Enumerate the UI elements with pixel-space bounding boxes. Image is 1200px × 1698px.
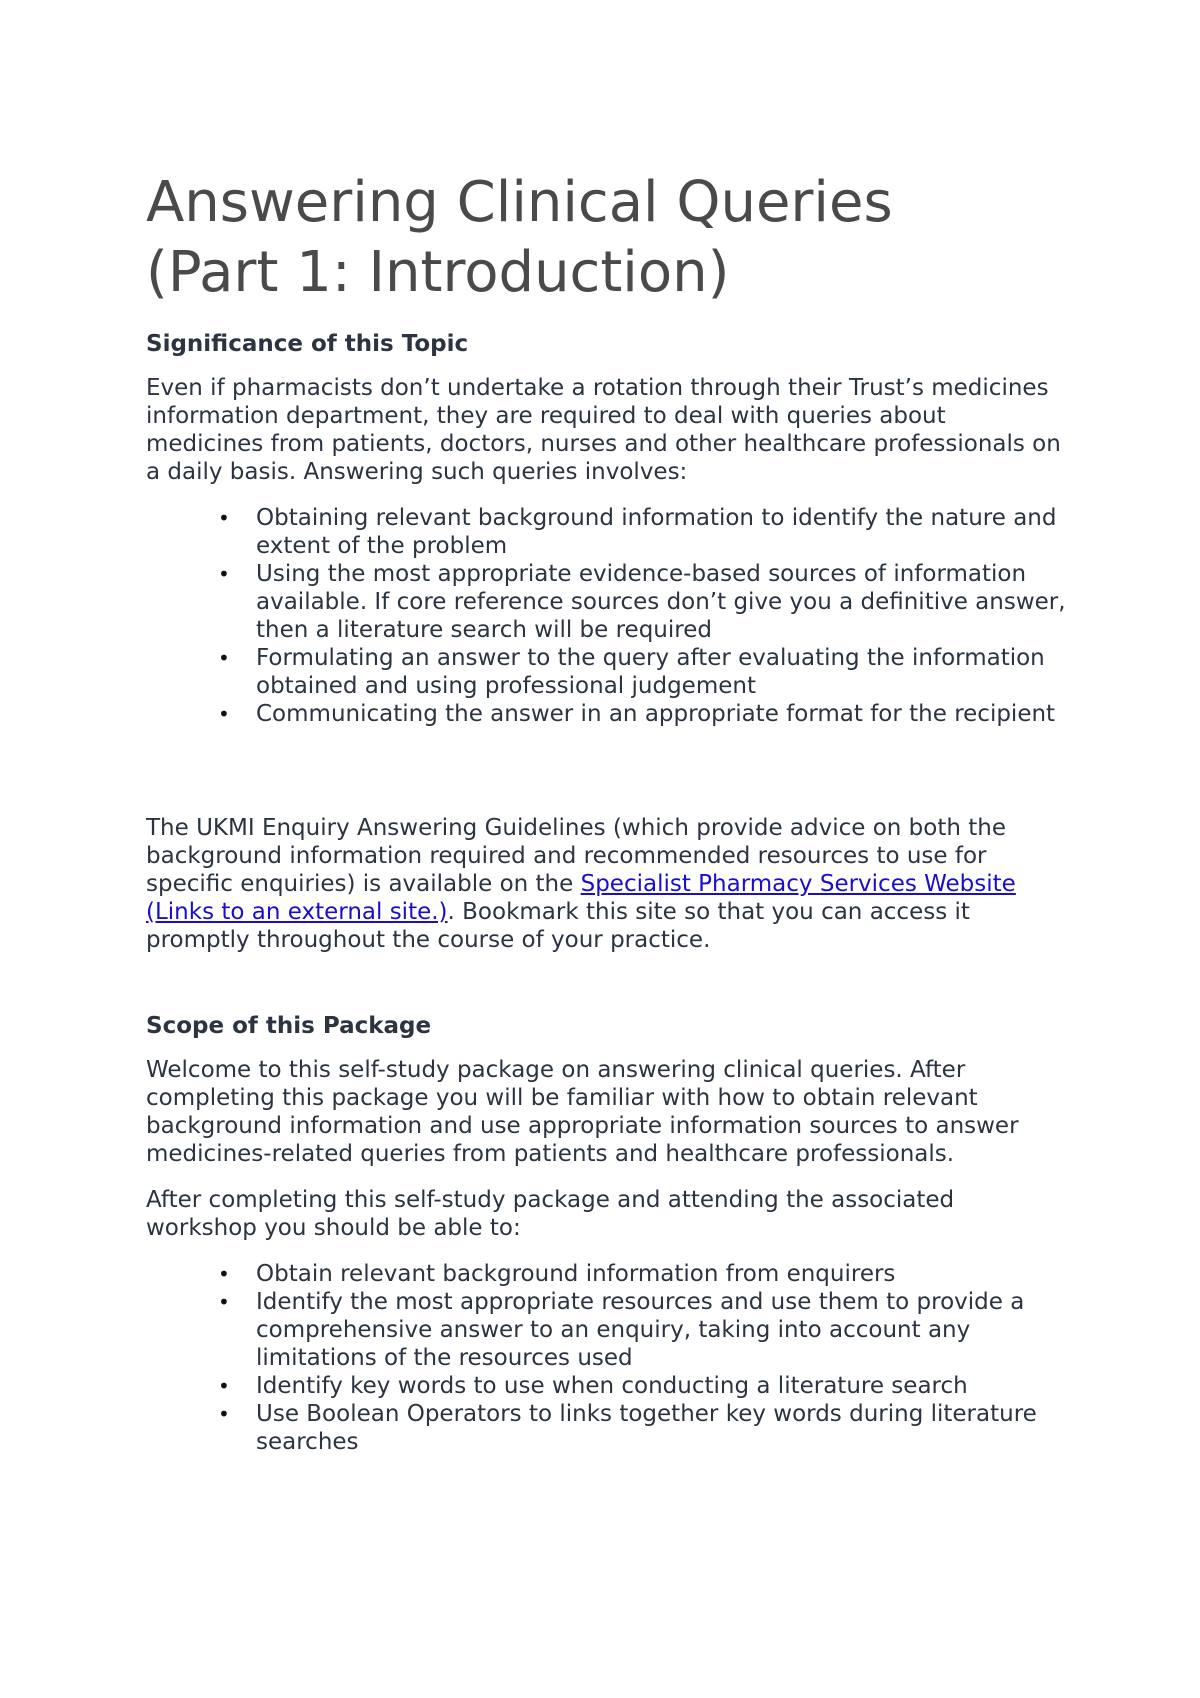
spacer — [146, 746, 1066, 814]
bullet-icon: • — [218, 1262, 230, 1286]
list-item — [218, 1400, 1066, 1456]
scope-welcome-paragraph: Welcome to this self-study package on answering clinical queries. After completing this package you will be familiar with how to obtain relevant background information and use appropriate information sources to answer medicines-related queries from patients and healthcare professionals. — [146, 1057, 1019, 1167]
list-item-text: Obtain relevant background information from enquirers — [256, 1261, 896, 1287]
list-item-text: Identify the most appropriate resources and use them to provide a comprehensive answer to an enquiry, taking into account any limitations of the resources used — [256, 1289, 1025, 1371]
list-item — [218, 560, 1066, 644]
list-item-text: Communicating the answer in an appropriate format for the recipient — [256, 701, 1056, 727]
list-item-text: Formulating an answer to the query after evaluating the information obtained and using professional judgement — [256, 645, 1045, 699]
document-page — [146, 168, 1066, 1474]
list-item-text: Use Boolean Operators to links together key words during literature searches — [256, 1401, 1037, 1455]
specialist-pharmacy-services-link[interactable]: Specialist Pharmacy Services Website (Links to an external site.) — [146, 871, 1016, 925]
title-line-1: Answering Clinical Queries — [146, 170, 893, 235]
guidelines-paragraph — [146, 814, 1066, 954]
bullet-icon: • — [218, 506, 230, 530]
significance-intro-paragraph: Even if pharmacists don’t undertake a rotation through their Trust’s medicines information department, they are required to deal with queries about medicines from patients, doctors, nurses and other healthcare professionals on a daily basis. Answering such queries involves: — [146, 375, 1061, 485]
bullet-icon: • — [218, 702, 230, 726]
list-item — [218, 1260, 1066, 1288]
list-item-text: Obtaining relevant background information to identify the nature and extent of the problem — [256, 505, 1057, 559]
bullet-icon: • — [218, 562, 230, 586]
list-item-text: Using the most appropriate evidence-based sources of information available. If core reference sources don’t give you a definitive answer, then a literature search will be required — [256, 561, 1066, 643]
list-item — [218, 504, 1066, 560]
section-heading-scope: Scope of this Package — [146, 1013, 432, 1039]
title-line-2: (Part 1: Introduction) — [146, 240, 730, 305]
list-item — [218, 644, 1066, 700]
list-item — [218, 1288, 1066, 1372]
guidelines-text-before: The UKMI Enquiry Answering Guidelines (which provide advice on both the background information required and recommended resources to use for specific enquiries) is available on the — [146, 815, 1006, 897]
involves-bullet-list — [146, 504, 1066, 728]
guidelines-text-after: . Bookmark this site so that you can access it promptly throughout the course of your practice. — [146, 899, 970, 953]
list-item — [218, 1372, 1066, 1400]
bullet-icon: • — [218, 646, 230, 670]
bullet-icon: • — [218, 1402, 230, 1426]
bullet-icon: • — [218, 1290, 230, 1314]
list-item-text: Identify key words to use when conducting a literature search — [256, 1373, 968, 1399]
scope-outcomes-paragraph: After completing this self-study package and attending the associated workshop you should be able to: — [146, 1187, 955, 1241]
outcomes-bullet-list — [146, 1260, 1066, 1456]
document-title — [146, 168, 1066, 308]
spacer — [146, 972, 1066, 1012]
bullet-icon: • — [218, 1374, 230, 1398]
section-heading-significance: Significance of this Topic — [146, 331, 469, 357]
list-item — [218, 700, 1066, 728]
